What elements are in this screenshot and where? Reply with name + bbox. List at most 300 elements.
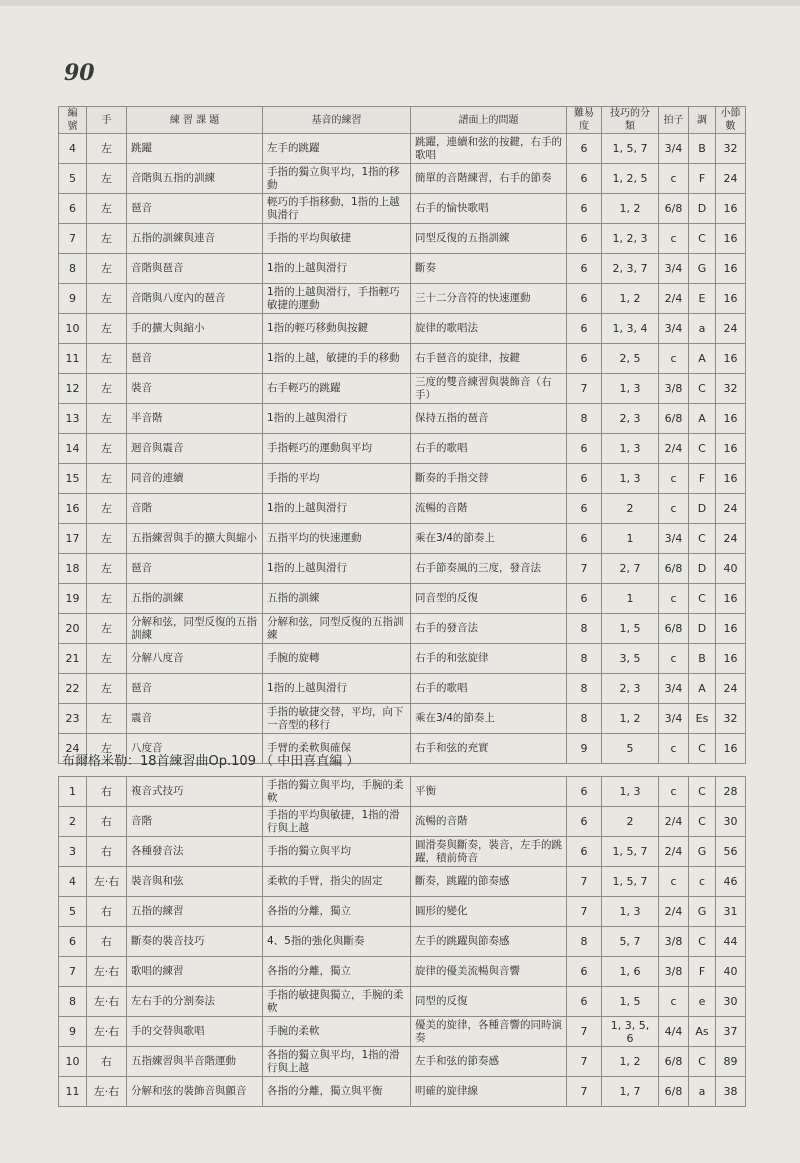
cell-key: G: [689, 254, 716, 284]
cell-score-issues: 右手的歌唱: [411, 434, 567, 464]
cell-key: A: [689, 404, 716, 434]
table-row: [59, 927, 746, 957]
cell-difficulty: 6: [567, 837, 602, 867]
cell-technique: 1, 5: [602, 987, 659, 1017]
page-number: 90: [64, 60, 95, 86]
cell-score-issues: 流暢的音階: [411, 494, 567, 524]
cell-key: B: [689, 134, 716, 164]
table-row: [59, 584, 746, 614]
cell-number: 4: [59, 134, 87, 164]
cell-score-issues: 乘在3/4的節奏上: [411, 704, 567, 734]
cell-basic-practice: 4、5指的強化與斷奏: [263, 927, 411, 957]
cell-basic-practice: 手指的平均與敏捷: [263, 224, 411, 254]
cell-key: F: [689, 957, 716, 987]
cell-measures: 32: [716, 134, 746, 164]
cell-difficulty: 7: [567, 1017, 602, 1047]
cell-measures: 89: [716, 1047, 746, 1077]
table-row: [59, 194, 746, 224]
cell-technique: 1, 5: [602, 614, 659, 644]
cell-score-issues: 圓形的變化: [411, 897, 567, 927]
cell-number: 7: [59, 957, 87, 987]
cell-meter: 3/4: [659, 704, 689, 734]
cell-basic-practice: 各指的獨立與平均，1指的滑行與上越: [263, 1047, 411, 1077]
cell-difficulty: 6: [567, 284, 602, 314]
cell-technique: 2, 5: [602, 344, 659, 374]
cell-basic-practice: 各指的分離，獨立: [263, 957, 411, 987]
cell-meter: 4/4: [659, 1017, 689, 1047]
cell-basic-practice: 1指的上越與滑行: [263, 674, 411, 704]
cell-hand: 左: [87, 434, 127, 464]
cell-meter: 3/4: [659, 524, 689, 554]
table-row: [59, 837, 746, 867]
cell-technique: 1, 3: [602, 464, 659, 494]
table-row: [59, 674, 746, 704]
cell-meter: c: [659, 464, 689, 494]
table-row: [59, 134, 746, 164]
cell-measures: 31: [716, 897, 746, 927]
cell-basic-practice: 1指的輕巧移動與按鍵: [263, 314, 411, 344]
cell-key: C: [689, 1047, 716, 1077]
table-row: [59, 404, 746, 434]
cell-meter: 3/4: [659, 254, 689, 284]
header-number: 編號: [59, 107, 87, 134]
header-basic-practice: 基音的練習: [263, 107, 411, 134]
cell-basic-practice: 手腕的柔軟: [263, 1017, 411, 1047]
cell-hand: 左·右: [87, 957, 127, 987]
cell-meter: c: [659, 164, 689, 194]
cell-number: 11: [59, 344, 87, 374]
cell-meter: c: [659, 777, 689, 807]
cell-score-issues: 圓滑奏與斷奏，裝音，左手的跳躍，積前倚音: [411, 837, 567, 867]
cell-key: a: [689, 1077, 716, 1107]
cell-hand: 右: [87, 807, 127, 837]
cell-hand: 左: [87, 254, 127, 284]
cell-key: C: [689, 524, 716, 554]
cell-score-issues: 右手的歌唱: [411, 674, 567, 704]
cell-basic-practice: 手指的敏捷與獨立，手腕的柔軟: [263, 987, 411, 1017]
cell-key: D: [689, 614, 716, 644]
cell-topic: 五指的訓練與連音: [127, 224, 263, 254]
cell-hand: 左·右: [87, 1017, 127, 1047]
cell-difficulty: 6: [567, 494, 602, 524]
cell-hand: 左: [87, 554, 127, 584]
cell-difficulty: 8: [567, 674, 602, 704]
table-row: [59, 374, 746, 404]
header-measures: 小節數: [716, 107, 746, 134]
cell-hand: 左: [87, 134, 127, 164]
cell-basic-practice: 1指的上越與滑行: [263, 404, 411, 434]
cell-hand: 左: [87, 284, 127, 314]
table-row: [59, 897, 746, 927]
table-row: [59, 164, 746, 194]
cell-meter: 6/8: [659, 404, 689, 434]
cell-topic: 八度音: [127, 734, 263, 764]
table-row: [59, 987, 746, 1017]
table-row: [59, 284, 746, 314]
cell-basic-practice: 手腕的旋轉: [263, 644, 411, 674]
cell-number: 17: [59, 524, 87, 554]
cell-difficulty: 6: [567, 194, 602, 224]
cell-key: G: [689, 897, 716, 927]
cell-hand: 右: [87, 897, 127, 927]
cell-hand: 右: [87, 1047, 127, 1077]
cell-topic: 手的交替與歌唱: [127, 1017, 263, 1047]
cell-basic-practice: 1指的上越，敏捷的手的移動: [263, 344, 411, 374]
cell-difficulty: 9: [567, 734, 602, 764]
cell-meter: 6/8: [659, 554, 689, 584]
cell-measures: 37: [716, 1017, 746, 1047]
cell-technique: 2, 3, 7: [602, 254, 659, 284]
cell-number: 7: [59, 224, 87, 254]
cell-measures: 40: [716, 957, 746, 987]
cell-number: 1: [59, 777, 87, 807]
cell-topic: 裝音: [127, 374, 263, 404]
cell-measures: 24: [716, 494, 746, 524]
cell-key: C: [689, 374, 716, 404]
cell-hand: 右: [87, 837, 127, 867]
cell-difficulty: 8: [567, 404, 602, 434]
cell-technique: 1, 3: [602, 897, 659, 927]
cell-number: 11: [59, 1077, 87, 1107]
cell-hand: 左: [87, 644, 127, 674]
table-row: [59, 344, 746, 374]
cell-measures: 16: [716, 434, 746, 464]
cell-technique: 1: [602, 524, 659, 554]
cell-measures: 32: [716, 374, 746, 404]
cell-technique: 1, 3: [602, 777, 659, 807]
header-hand: 手: [87, 107, 127, 134]
cell-number: 14: [59, 434, 87, 464]
cell-hand: 左·右: [87, 1077, 127, 1107]
cell-measures: 16: [716, 734, 746, 764]
cell-score-issues: 右手的發音法: [411, 614, 567, 644]
cell-hand: 左: [87, 614, 127, 644]
cell-measures: 16: [716, 404, 746, 434]
cell-difficulty: 7: [567, 1047, 602, 1077]
cell-topic: 跳躍: [127, 134, 263, 164]
cell-technique: 2: [602, 807, 659, 837]
cell-number: 19: [59, 584, 87, 614]
table-row: [59, 524, 746, 554]
cell-measures: 32: [716, 704, 746, 734]
cell-difficulty: 6: [567, 134, 602, 164]
cell-number: 5: [59, 897, 87, 927]
cell-basic-practice: 手臂的柔軟與確保: [263, 734, 411, 764]
cell-difficulty: 7: [567, 1077, 602, 1107]
cell-number: 9: [59, 1017, 87, 1047]
cell-hand: 左: [87, 314, 127, 344]
table-row: [59, 704, 746, 734]
cell-score-issues: 保持五指的琶音: [411, 404, 567, 434]
cell-technique: 1, 2: [602, 284, 659, 314]
cell-technique: 1, 2, 3: [602, 224, 659, 254]
cell-difficulty: 6: [567, 777, 602, 807]
cell-score-issues: 右手和弦的充實: [411, 734, 567, 764]
cell-meter: 6/8: [659, 194, 689, 224]
cell-number: 8: [59, 254, 87, 284]
cell-technique: 1, 3: [602, 434, 659, 464]
cell-basic-practice: 1指的上越與滑行: [263, 554, 411, 584]
cell-technique: 1, 3, 5, 6: [602, 1017, 659, 1047]
cell-difficulty: 6: [567, 224, 602, 254]
section-title: 布爾格米勒：18首練習曲Op.109 （ 中田喜直編 ）: [62, 754, 360, 769]
cell-difficulty: 6: [567, 524, 602, 554]
cell-number: 10: [59, 1047, 87, 1077]
cell-hand: 左: [87, 464, 127, 494]
exercise-table-burgmuller: [58, 776, 746, 1107]
cell-technique: 5, 7: [602, 927, 659, 957]
cell-topic: 琶音: [127, 194, 263, 224]
cell-score-issues: 簡單的音階練習，右手的節奏: [411, 164, 567, 194]
cell-difficulty: 8: [567, 614, 602, 644]
cell-hand: 左: [87, 194, 127, 224]
cell-difficulty: 6: [567, 434, 602, 464]
table-row: [59, 1047, 746, 1077]
cell-topic: 同音的連續: [127, 464, 263, 494]
cell-meter: 2/4: [659, 807, 689, 837]
cell-score-issues: 三度的雙音練習與裝飾音（右手）: [411, 374, 567, 404]
cell-measures: 16: [716, 644, 746, 674]
cell-technique: 1, 2: [602, 704, 659, 734]
cell-meter: 2/4: [659, 434, 689, 464]
cell-meter: c: [659, 584, 689, 614]
header-technique: 技巧的分類: [602, 107, 659, 134]
cell-meter: c: [659, 987, 689, 1017]
cell-difficulty: 8: [567, 704, 602, 734]
cell-hand: 左: [87, 164, 127, 194]
exercise-table-left-hand: [58, 106, 746, 764]
cell-hand: 右: [87, 777, 127, 807]
cell-basic-practice: 手指的獨立與平均，1指的移動: [263, 164, 411, 194]
cell-technique: 2, 3: [602, 674, 659, 704]
cell-measures: 16: [716, 284, 746, 314]
cell-difficulty: 6: [567, 314, 602, 344]
cell-difficulty: 6: [567, 807, 602, 837]
cell-difficulty: 7: [567, 867, 602, 897]
header-score-issues: 譜面上的問題: [411, 107, 567, 134]
cell-score-issues: 右手的和弦旋律: [411, 644, 567, 674]
table-row: [59, 777, 746, 807]
cell-number: 22: [59, 674, 87, 704]
table-row: [59, 807, 746, 837]
cell-technique: 1, 5, 7: [602, 134, 659, 164]
cell-topic: 左右手的分割奏法: [127, 987, 263, 1017]
cell-topic: 五指練習與半音階運動: [127, 1047, 263, 1077]
cell-measures: 46: [716, 867, 746, 897]
cell-key: C: [689, 807, 716, 837]
cell-key: E: [689, 284, 716, 314]
cell-hand: 左·右: [87, 987, 127, 1017]
cell-key: c: [689, 867, 716, 897]
cell-topic: 複音式技巧: [127, 777, 263, 807]
cell-score-issues: 左手的跳躍與節奏感: [411, 927, 567, 957]
cell-measures: 30: [716, 987, 746, 1017]
cell-hand: 左: [87, 734, 127, 764]
cell-meter: 2/4: [659, 837, 689, 867]
cell-basic-practice: 輕巧的手指移動，1指的上越與滑行: [263, 194, 411, 224]
cell-score-issues: 三十二分音符的快速運動: [411, 284, 567, 314]
cell-key: F: [689, 464, 716, 494]
cell-basic-practice: 手指的敏捷交替，平均，向下一音型的移行: [263, 704, 411, 734]
cell-measures: 44: [716, 927, 746, 957]
cell-hand: 左: [87, 344, 127, 374]
cell-technique: 1, 2: [602, 1047, 659, 1077]
cell-score-issues: 右手的愉快歌唱: [411, 194, 567, 224]
cell-score-issues: 明確的旋律線: [411, 1077, 567, 1107]
cell-key: D: [689, 194, 716, 224]
cell-basic-practice: 1指的上越與滑行: [263, 254, 411, 284]
cell-score-issues: 跳躍，連續和弦的按鍵，右手的歌唱: [411, 134, 567, 164]
cell-measures: 16: [716, 194, 746, 224]
cell-measures: 16: [716, 464, 746, 494]
page-edge: [0, 0, 800, 6]
table-row: [59, 644, 746, 674]
cell-score-issues: 平衡: [411, 777, 567, 807]
table-row: [59, 464, 746, 494]
cell-meter: 3/8: [659, 957, 689, 987]
cell-measures: 16: [716, 584, 746, 614]
cell-key: A: [689, 674, 716, 704]
cell-technique: 2: [602, 494, 659, 524]
cell-basic-practice: 五指的訓練: [263, 584, 411, 614]
cell-measures: 24: [716, 164, 746, 194]
cell-number: 12: [59, 374, 87, 404]
cell-topic: 各種發音法: [127, 837, 263, 867]
cell-measures: 24: [716, 524, 746, 554]
cell-difficulty: 6: [567, 987, 602, 1017]
cell-hand: 左: [87, 704, 127, 734]
cell-measures: 40: [716, 554, 746, 584]
cell-hand: 左: [87, 524, 127, 554]
cell-measures: 30: [716, 807, 746, 837]
cell-key: C: [689, 224, 716, 254]
cell-technique: 1, 5, 7: [602, 867, 659, 897]
cell-score-issues: 右手節奏風的三度，發音法: [411, 554, 567, 584]
cell-technique: 5: [602, 734, 659, 764]
cell-number: 10: [59, 314, 87, 344]
cell-topic: 五指的練習: [127, 897, 263, 927]
cell-key: C: [689, 734, 716, 764]
cell-meter: c: [659, 734, 689, 764]
header-topic: 練 習 課 題: [127, 107, 263, 134]
cell-topic: 分解八度音: [127, 644, 263, 674]
cell-number: 3: [59, 837, 87, 867]
cell-score-issues: 同型的反復: [411, 987, 567, 1017]
cell-score-issues: 斷奏的手指交替: [411, 464, 567, 494]
cell-topic: 分解和弦的裝飾音與顫音: [127, 1077, 263, 1107]
cell-hand: 右: [87, 927, 127, 957]
cell-number: 5: [59, 164, 87, 194]
table-row: [59, 1017, 746, 1047]
cell-technique: 1, 5, 7: [602, 837, 659, 867]
cell-key: C: [689, 584, 716, 614]
cell-hand: 左: [87, 404, 127, 434]
cell-basic-practice: 五指平均的快速運動: [263, 524, 411, 554]
cell-key: As: [689, 1017, 716, 1047]
cell-difficulty: 6: [567, 464, 602, 494]
cell-basic-practice: 各指的分離，獨立與平衡: [263, 1077, 411, 1107]
cell-meter: c: [659, 644, 689, 674]
cell-difficulty: 8: [567, 644, 602, 674]
cell-measures: 24: [716, 674, 746, 704]
cell-technique: 1, 3: [602, 374, 659, 404]
cell-measures: 16: [716, 224, 746, 254]
cell-measures: 56: [716, 837, 746, 867]
cell-score-issues: 旋律的歌唱法: [411, 314, 567, 344]
cell-difficulty: 6: [567, 344, 602, 374]
cell-number: 20: [59, 614, 87, 644]
cell-topic: 歌唱的練習: [127, 957, 263, 987]
cell-hand: 左·右: [87, 867, 127, 897]
cell-key: C: [689, 434, 716, 464]
cell-technique: 3, 5: [602, 644, 659, 674]
table-row: [59, 554, 746, 584]
cell-hand: 左: [87, 494, 127, 524]
cell-technique: 2, 3: [602, 404, 659, 434]
cell-basic-practice: 手指的平均: [263, 464, 411, 494]
cell-key: e: [689, 987, 716, 1017]
cell-key: F: [689, 164, 716, 194]
cell-number: 16: [59, 494, 87, 524]
table-header-row: [59, 107, 746, 134]
cell-key: Es: [689, 704, 716, 734]
cell-score-issues: 右手琶音的旋律，按鍵: [411, 344, 567, 374]
cell-difficulty: 7: [567, 374, 602, 404]
cell-score-issues: 同型反復的五指訓練: [411, 224, 567, 254]
cell-meter: c: [659, 344, 689, 374]
cell-key: G: [689, 837, 716, 867]
cell-difficulty: 6: [567, 164, 602, 194]
header-difficulty: 難易度: [567, 107, 602, 134]
cell-number: 24: [59, 734, 87, 764]
cell-hand: 左: [87, 584, 127, 614]
cell-basic-practice: 柔軟的手臂，指尖的固定: [263, 867, 411, 897]
cell-topic: 震音: [127, 704, 263, 734]
cell-key: A: [689, 344, 716, 374]
cell-meter: 3/4: [659, 314, 689, 344]
cell-hand: 左: [87, 674, 127, 704]
cell-basic-practice: 分解和弦，同型反復的五指訓練: [263, 614, 411, 644]
cell-topic: 音階: [127, 494, 263, 524]
cell-basic-practice: 手指的平均與敏捷，1指的滑行與上越: [263, 807, 411, 837]
cell-meter: c: [659, 494, 689, 524]
cell-technique: 1: [602, 584, 659, 614]
cell-score-issues: 乘在3/4的節奏上: [411, 524, 567, 554]
table-row: [59, 1077, 746, 1107]
cell-difficulty: 6: [567, 957, 602, 987]
cell-meter: 3/8: [659, 374, 689, 404]
cell-key: C: [689, 927, 716, 957]
cell-number: 18: [59, 554, 87, 584]
cell-topic: 音階與八度內的琶音: [127, 284, 263, 314]
cell-basic-practice: 各指的分離，獨立: [263, 897, 411, 927]
cell-number: 6: [59, 927, 87, 957]
cell-number: 8: [59, 987, 87, 1017]
cell-topic: 琶音: [127, 344, 263, 374]
cell-topic: 斷奏的裝音技巧: [127, 927, 263, 957]
cell-topic: 五指練習與手的擴大與縮小: [127, 524, 263, 554]
cell-number: 15: [59, 464, 87, 494]
cell-technique: 1, 2: [602, 194, 659, 224]
cell-meter: c: [659, 224, 689, 254]
cell-number: 21: [59, 644, 87, 674]
cell-score-issues: 流暢的音階: [411, 807, 567, 837]
cell-key: D: [689, 494, 716, 524]
cell-topic: 琶音: [127, 554, 263, 584]
cell-score-issues: 優美的旋律，各種音響的同時演奏: [411, 1017, 567, 1047]
cell-technique: 1, 7: [602, 1077, 659, 1107]
cell-topic: 琶音: [127, 674, 263, 704]
